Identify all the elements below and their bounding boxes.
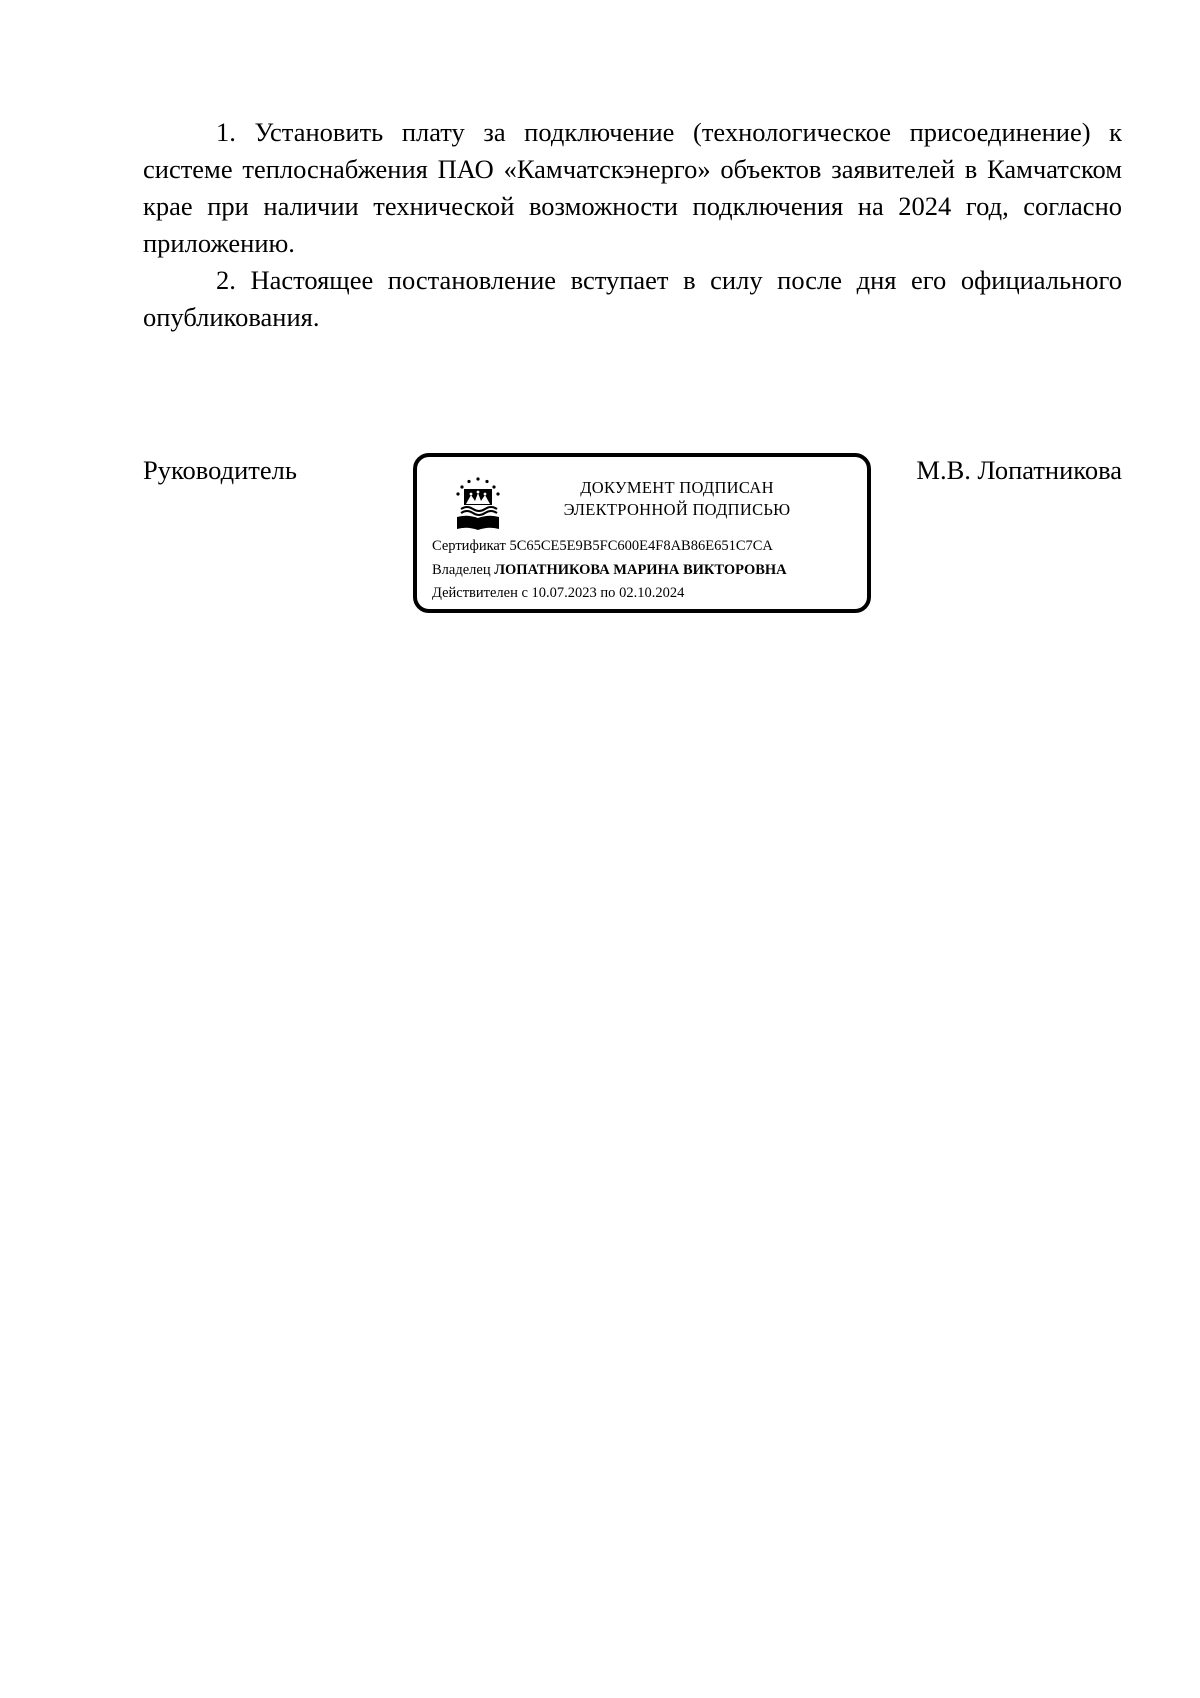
owner-label: Владелец: [432, 562, 491, 578]
stamp-title-line-2: ЭЛЕКТРОННОЙ ПОДПИСЬЮ: [563, 500, 791, 519]
document-body: [143, 114, 1122, 336]
validity-to-date: 02.10.2024: [619, 585, 685, 601]
validity-from-label: с: [521, 585, 528, 601]
stamp-title-line-1: ДОКУМЕНТ ПОДПИСАН: [580, 478, 774, 497]
validity-from-date: 10.07.2023: [531, 585, 597, 601]
signatory-role: Руководитель: [143, 455, 297, 485]
certificate-value: 5C65CE5E9B5FC600E4F8AB86E651C7CA: [509, 538, 773, 554]
paragraph-1: 1. Установить плату за подключение (технологическое присоединение) к системе теплоснабжения ПАО «Камчатскэнерго» объектов заявителей в Камчатском крае при наличии технической возможности подключения на 2024 год, согласно приложению.: [143, 117, 1122, 258]
owner-value: ЛОПАТНИКОВА МАРИНА ВИКТОРОВНА: [494, 562, 787, 578]
stamp-certificate-line: [432, 536, 773, 556]
validity-label: Действителен: [432, 585, 518, 601]
stamp-owner-line: [432, 560, 787, 580]
certificate-label: Сертификат: [432, 538, 506, 554]
coat-of-arms-icon: [453, 475, 503, 531]
paragraph-2: 2. Настоящее постановление вступает в силу после дня его официального опубликования.: [143, 265, 1122, 332]
validity-to-label: по: [600, 585, 616, 601]
signatory-name: М.В. Лопатникова: [916, 455, 1122, 485]
electronic-signature-stamp: [413, 453, 871, 613]
stamp-validity-line: [432, 583, 684, 603]
stamp-title: [527, 477, 827, 521]
